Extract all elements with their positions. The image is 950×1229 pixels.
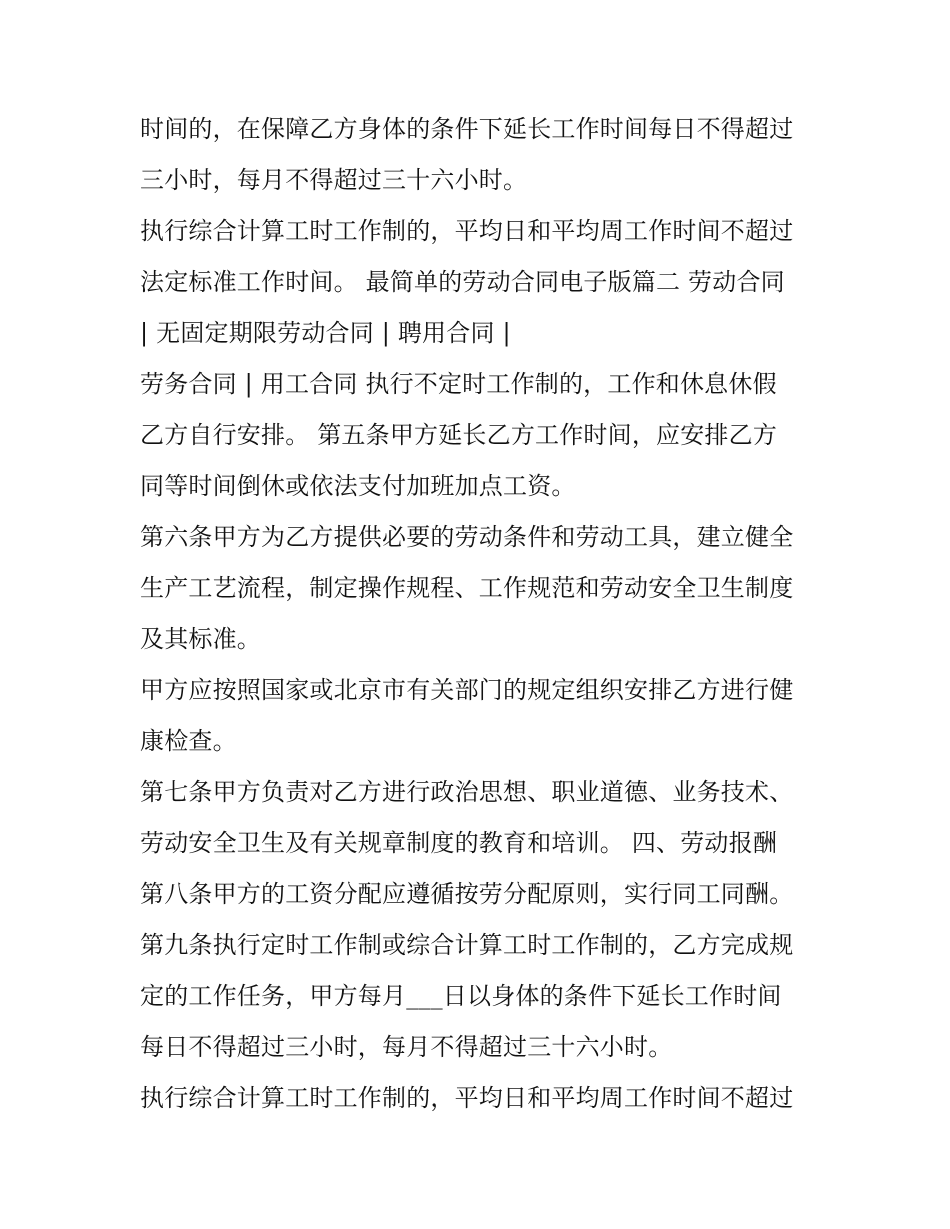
text-line: 第八条甲方的工资分配应遵循按劳分配原则，实行同工同酬。 <box>140 880 794 908</box>
document-body <box>140 104 830 1124</box>
text-line: 乙方自行安排。 第五条甲方延长乙方工作时间，应安排乙方 <box>140 421 778 449</box>
text-line: 执行综合计算工时工作制的，平均日和平均周工作时间不超过 <box>140 1084 794 1112</box>
text-line: 同等时间倒休或依法支付加班加点工资。 <box>140 472 576 500</box>
text-line: 劳务合同 | 用工合同 执行不定时工作制的，工作和休息休假 <box>140 370 777 398</box>
text-line: 执行综合计算工时工作制的，平均日和平均周工作时间不超过 <box>140 217 794 245</box>
text-line: 第六条甲方为乙方提供必要的劳动条件和劳动工具，建立健全 <box>140 523 794 551</box>
text-line: 甲方应按照国家或北京市有关部门的规定组织安排乙方进行健 <box>140 676 794 704</box>
text-line: 第九条执行定时工作制或综合计算工时工作制的，乙方完成规 <box>140 931 794 959</box>
text-line: 康检查。 <box>140 727 237 755</box>
text-line: 及其标准。 <box>140 625 261 653</box>
text-line: | 无固定期限劳动合同 | 聘用合同 | <box>140 319 511 347</box>
text-line: 每日不得超过三小时，每月不得超过三十六小时。 <box>140 1033 673 1061</box>
text-line: 劳动安全卫生及有关规章制度的教育和培训。 四、劳动报酬 <box>140 829 778 857</box>
text-line: 法定标准工作时间。 最简单的劳动合同电子版篇二 劳动合同 <box>140 268 785 296</box>
text-line: 三小时，每月不得超过三十六小时。 <box>140 166 528 194</box>
text-line: 第七条甲方负责对乙方进行政治思想、职业道德、业务技术、 <box>140 778 794 806</box>
text-line: 时间的，在保障乙方身体的条件下延长工作时间每日不得超过 <box>140 115 794 143</box>
text-line: 定的工作任务，甲方每月___日以身体的条件下延长工作时间 <box>140 982 782 1010</box>
text-line: 生产工艺流程，制定操作规程、工作规范和劳动安全卫生制度 <box>140 574 794 602</box>
